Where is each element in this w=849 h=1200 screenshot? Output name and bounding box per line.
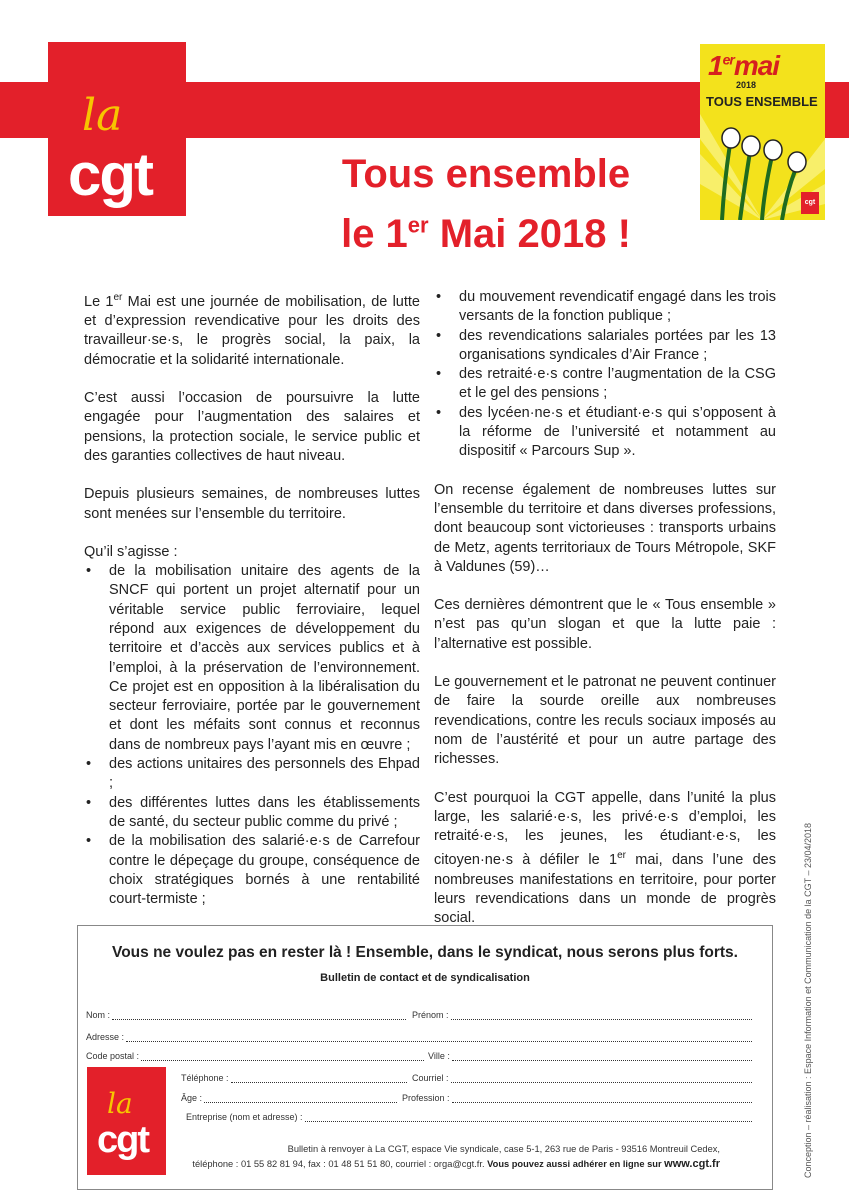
age-field[interactable] [181,1091,397,1103]
title-line-2: le 1er Mai 2018 ! [341,212,631,257]
contact-line [190,1158,720,1170]
poster-slogan: TOUS ENSEMBLE [706,94,818,109]
list-item: • du mouvement revendicatif engagé dans les trois versants de la fonction publique ; [434,288,776,327]
page-title [236,148,736,260]
logo-la-text: la [107,1087,133,1120]
paragraph: On recense également de nombreuses luttes sur l’ensemble du territoire et dans diverses professions, dont beaucoup sont victorieuses : transports urbains de Metz, agents territoriaux de Tours Métropole, SKF à Valdunes (59)… [434,481,776,575]
title-line-1: Tous ensemble [341,152,631,196]
list-item: • des revendications salariales portées par les 13 organisations syndicales d’Air France ; [434,327,776,366]
online-membership-text: Vous pouvez aussi adhérer en ligne sur [487,1159,665,1169]
return-address: Bulletin à renvoyer à La CGT, espace Vie syndicale, case 5-1, 263 rue de Paris - 93516 Montreuil Cedex, [287,1144,720,1154]
left-column [84,288,420,909]
courriel-field[interactable] [412,1071,752,1083]
poster-date: 1ermai [708,50,780,81]
courriel-label: Courriel : [412,1073,449,1083]
adresse-field[interactable] [86,1030,752,1042]
cgt-logo [48,42,186,216]
prenom-label: Prénom : [412,1010,449,1020]
list-item: • des différentes luttes dans les établissements de santé, du secteur public comme du privé ; [84,794,420,833]
ville-label: Ville : [428,1051,450,1061]
ville-field[interactable] [428,1049,752,1061]
contact-details: téléphone : 01 55 82 81 94, fax : 01 48 51 51 80, courriel : orga@cgt.fr. [192,1159,488,1169]
logo-cgt-text: cgt [97,1119,148,1161]
code-postal-label: Code postal : [86,1051,140,1061]
list-item: • de la mobilisation unitaire des agents de la SNCF qui portent un projet alternatif pour un véritable service public ferroviaire, lequel répond aux exigences de développement du territoire et d’accès aux services publics et à l’emploi, à la préservation de l’environnement. Ce projet est en opposition à la libéralisation du secteur ferroviaire, portée par le gouvernement et dont les méfaits sont connus et reconnus dans de nombreux pays l’ayant mis en œuvre ; [84,562,420,755]
right-column [434,288,776,947]
paragraph: Depuis plusieurs semaines, de nombreuses luttes sont menées sur l’ensemble du territoire. [84,486,420,522]
code-postal-field[interactable] [86,1049,424,1061]
list-intro: Qu’il s’agisse : [84,543,178,560]
struggles-list-continued [434,288,776,462]
logo-cgt-text: cgt [68,141,152,208]
cgt-logo-small [87,1067,166,1175]
website-link[interactable]: www.cgt.fr [664,1158,720,1170]
nom-field[interactable] [86,1008,406,1020]
telephone-label: Téléphone : [181,1073,229,1083]
list-item: • des actions unitaires des personnels des Ehpad ; [84,755,420,794]
entreprise-field[interactable] [186,1110,752,1122]
list-item: • des retraité·e·s contre l’augmentation de la CSG et le gel des pensions ; [434,365,776,404]
adresse-label: Adresse : [86,1032,125,1042]
paragraph: C’est aussi l’occasion de poursuivre la lutte engagée pour l’augmentation des salaires et pensions, la protection sociale, le service public et des garanties collectives de haut niveau. [84,390,420,464]
intro-paragraph: Le 1er Mai est une journée de mobilisation, de lutte et d’expression revendicative pour les droits des travailleur·se·s, le progrès social, la paix, la démocratie et la solidarité internationale. [84,292,420,368]
profession-field[interactable] [402,1091,752,1103]
paragraph: Le gouvernement et le patronat ne peuvent continuer de faire la sourde oreille aux nombreuses revendications, contre les reculs sociaux imposés au nom de l’austérité et pour un autre partage des richesses. [434,674,776,768]
list-item: • de la mobilisation des salarié·e·s de Carrefour contre le dépeçage du groupe, conséquence de choix stratégiques bornés à une rentabilité court-termiste ; [84,832,420,909]
poster-cgt-logo: cgt [801,192,819,214]
entreprise-label: Entreprise (nom et adresse) : [186,1112,303,1122]
side-credit: Conception – réalisation : Espace Information et Communication de la CGT – 23/04/2018 [803,822,813,1178]
poster-year: 2018 [736,80,757,90]
telephone-field[interactable] [181,1071,407,1083]
nom-label: Nom : [86,1010,111,1020]
struggles-list [84,562,420,909]
form-subtitle: Bulletin de contact et de syndicalisation [320,972,530,984]
profession-label: Profession : [402,1093,450,1103]
logo-la-text: la [82,90,123,141]
age-label: Âge : [181,1093,203,1103]
prenom-field[interactable] [412,1008,752,1020]
list-item: • des lycéen·ne·s et étudiant·e·s qui s’opposent à la réforme de l’université et notamment au dispositif « Parcours Sup ». [434,404,776,462]
form-title: Vous ne voulez pas en rester là ! Ensemble, dans le syndicat, nous serons plus forts. [112,944,738,961]
call-to-action-paragraph: C’est pourquoi la CGT appelle, dans l’unité la plus large, les salarié·e·s, les privé·e·s d’emploi, les retraité·e·s, les jeunes, les étudiant·e·s, les citoyen·ne·s à défiler le 1er mai, dans l’une des nombreuses manifestations en territoire, pour porter leurs revendications dans un monde de progrès social. [434,789,776,927]
paragraph: Ces dernières démontrent que le « Tous ensemble » n’est pas qu’un slogan et que la lutte paie : l’alternative est possible. [434,597,776,652]
